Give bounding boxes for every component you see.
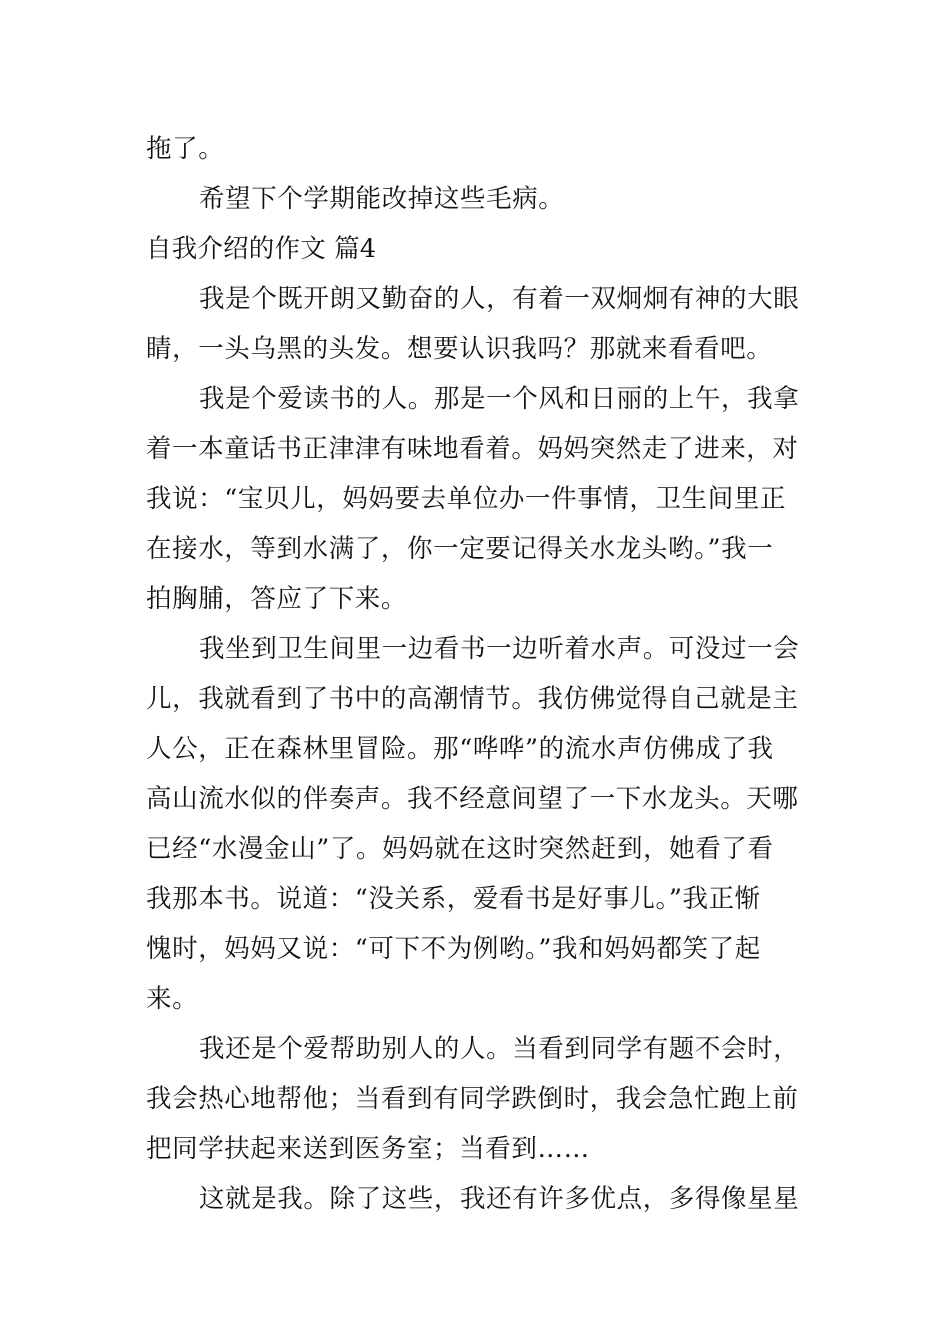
text-line: 睛，一头乌黑的头发。想要认识我吗？那就来看看吧。 [146,334,773,364]
text-line: 我是个既开朗又勤奋的人，有着一双炯炯有神的大眼 [199,284,800,314]
text-line: 已经“水漫金山”了。妈妈就在这时突然赶到，她看了看 [146,834,774,864]
text-line: 拖了。 [146,134,225,164]
text-line: 人公，正在森林里冒险。那“哗哗”的流水声仿佛成了我 [146,734,774,764]
text-line: 拍胸脯，答应了下来。 [146,584,408,614]
text-line: 我坐到卫生间里一边看书一边听着水声。可没过一会 [199,634,800,664]
text-line: 我说：“宝贝儿，妈妈要去单位办一件事情，卫生间里正 [146,484,787,514]
document-body [146,124,806,1224]
section-heading: 自我介绍的作文 篇4 [146,234,377,264]
text-line: 我是个爱读书的人。那是一个风和日丽的上午，我拿 [199,384,800,414]
text-line: 我还是个爱帮助别人的人。当看到同学有题不会时， [199,1034,800,1064]
text-line: 我那本书。说道：“没关系，爱看书是好事儿。”我正惭 [146,884,761,914]
text-line: 我会热心地帮他；当看到有同学跌倒时，我会急忙跑上前 [146,1084,799,1114]
text-line: 希望下个学期能改掉这些毛病。 [199,184,565,214]
text-line: 愧时，妈妈又说：“可下不为例哟。”我和妈妈都笑了起 [146,934,761,964]
text-line: 儿，我就看到了书中的高潮情节。我仿佛觉得自己就是主 [146,684,799,714]
text-line: 着一本童话书正津津有味地看着。妈妈突然走了进来，对 [146,434,799,464]
text-line: 把同学扶起来送到医务室；当看到…… [146,1134,590,1164]
text-line: 在接水，等到水满了，你一定要记得关水龙头哟。”我一 [146,534,774,564]
text-line: 来。 [146,984,199,1014]
text-line: 这就是我。除了这些，我还有许多优点，多得像星星 [199,1184,800,1214]
text-line: 高山流水似的伴奏声。我不经意间望了一下水龙头。天哪 [146,784,799,814]
